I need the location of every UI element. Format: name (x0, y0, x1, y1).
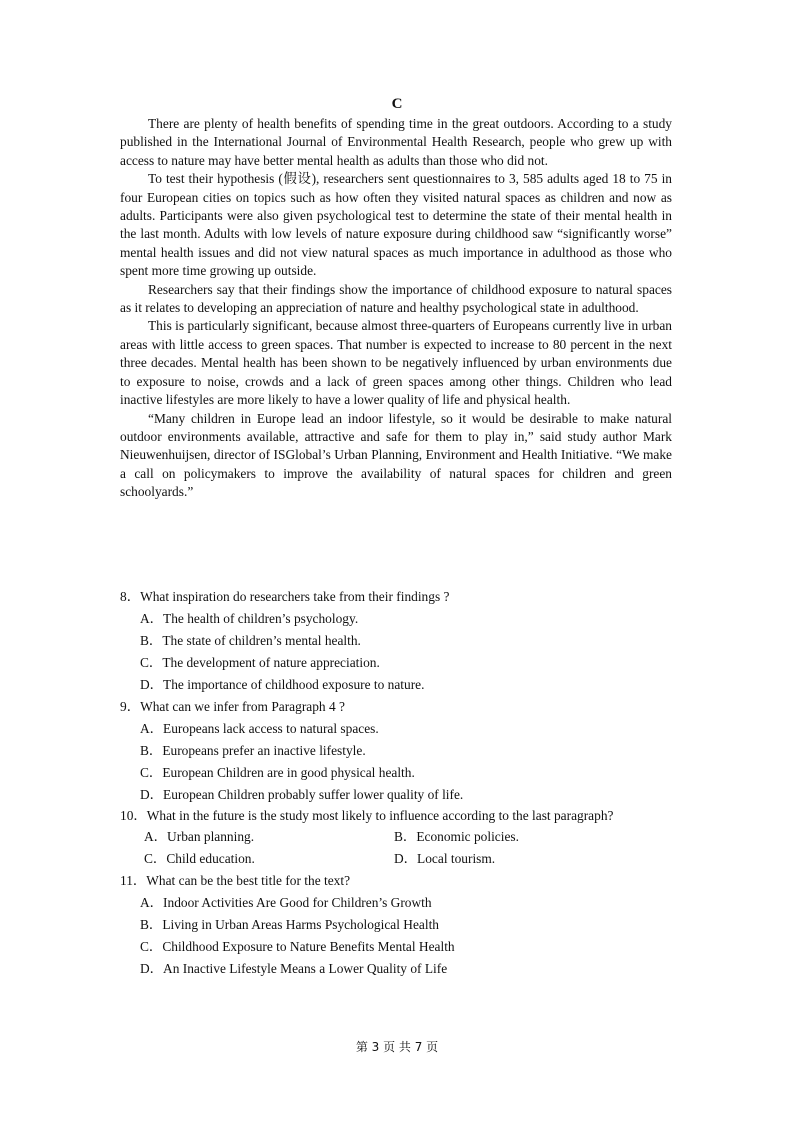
option-a: A．Urban planning. (144, 829, 255, 844)
section-title: C (391, 96, 403, 112)
question-stem: 9．What can we infer from Paragraph 4 ? (120, 699, 345, 714)
passage-paragraph-1: There are plenty of health benefits of spending time in the great outdoors. According to a study published in the International Journal of Environmental Health Research, people who grew up with access to nature may have better mental health as adults than those who did not. (120, 116, 672, 168)
option-c: C．Child education. (144, 851, 255, 866)
passage-paragraph-5: “Many children in Europe lead an indoor lifestyle, so it would be desirable to make natural outdoor environments available, attractive and safe for them to play in,” said study author Mark Nieuwenhuijsen, director of ISGlobal’s Urban Planning, Environment and Health Initiative. “We make a call on policymakers to improve the availability of natural spaces for children and green schoolyards.” (120, 410, 672, 500)
option-a: A．Europeans lack access to natural spaces. (140, 721, 379, 736)
passage-paragraph-4: This is particularly significant, because almost three-quarters of Europeans currently live in urban areas with little access to green spaces. That number is expected to increase to 80 percent in the next three decades. Mental health has been shown to be negatively influenced by urban environments due to exposure to noise, crowds and a lack of green spaces among other things. Children who lead inactive lifestyles are more likely to have a lower quality of life and physical health. (120, 318, 672, 408)
page-number: 第 3 页 共 7 页 (355, 1040, 439, 1054)
question-stem: 10．What in the future is the study most likely to influence according to the last paragraph? (120, 808, 614, 823)
option-c: C．Childhood Exposure to Nature Benefits Mental Health (140, 939, 455, 954)
passage-paragraph-3: Researchers say that their findings show the importance of childhood exposure to natural spaces as it relates to developing an appreciation of nature and healthy psychological state in adulthood. (120, 281, 672, 316)
option-b: B．Europeans prefer an inactive lifestyle. (140, 743, 366, 758)
option-d: D．The importance of childhood exposure to nature. (140, 677, 425, 692)
option-row (144, 826, 672, 848)
option-d: D．An Inactive Lifestyle Means a Lower Quality of Life (140, 961, 448, 976)
option-a: A．The health of children’s psychology. (140, 611, 359, 626)
question-stem: 11．What can be the best title for the text? (120, 873, 351, 888)
option-d: D．Local tourism. (394, 851, 496, 866)
question-10 (120, 806, 672, 870)
question-stem: 8．What inspiration do researchers take from their findings ? (120, 589, 450, 604)
option-row (144, 848, 672, 870)
passage-paragraph-2: To test their hypothesis (假设), researchers sent questionnaires to 3, 585 adults aged 18 to 75 in four European cities on topics such as how often they visited natural spaces as children and now as adults. Participants were also given psychological test to determine the state of their mental health in the last month. Adults with low levels of nature exposure during childhood saw “significantly worse” mental health issues and did not view natural spaces as much importance in adulthood as those who spent more time growing up outside. (120, 171, 672, 279)
option-c: C．The development of nature appreciation. (140, 655, 380, 670)
option-b: B．The state of children’s mental health. (140, 633, 361, 648)
question-list (120, 586, 672, 980)
option-b: B．Economic policies. (394, 829, 519, 844)
question-9 (120, 696, 672, 806)
question-8 (120, 586, 672, 696)
reading-passage (120, 115, 672, 502)
option-b: B．Living in Urban Areas Harms Psychological Health (140, 917, 440, 932)
question-11 (120, 870, 672, 980)
option-a: A．Indoor Activities Are Good for Children’s Growth (140, 895, 432, 910)
option-c: C．European Children are in good physical health. (140, 765, 415, 780)
option-d: D．European Children probably suffer lower quality of life. (140, 787, 464, 802)
